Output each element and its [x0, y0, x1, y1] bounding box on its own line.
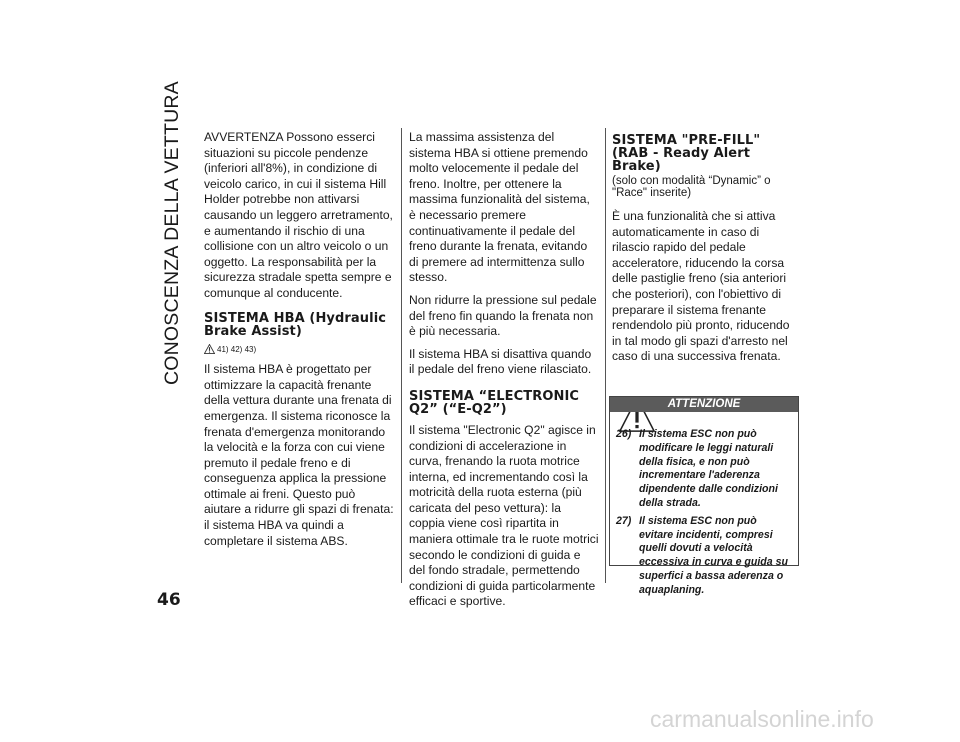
attention-item-number: 26): [616, 428, 632, 440]
attention-item: [616, 515, 792, 598]
column-divider: [605, 128, 606, 583]
attention-header: ATTENZIONE: [610, 397, 798, 412]
column-3: [612, 130, 800, 439]
prefill-subtitle: (solo con modalità “Dynamic” o "Race" inserite): [612, 175, 771, 199]
eq2-paragraph: Il sistema "Electronic Q2" agisce in condizioni di accelerazione in curva, frenando la ruota motrice interna, ed incrementando così la motricità della ruota esterna (più caricata del peso vettura): la coppia viene così ripartita in maniera ottimale tra le ruote motrici secondo le condizioni di guida e del fondo stradale, permettendo condizioni di guida particolarmente efficaci e sportive.: [409, 422, 599, 609]
attention-item-number: 27): [616, 514, 632, 527]
hba-paragraph-3: Non ridurre la pressione sul pedale del freno fin quando la frenata non è più necessaria.: [409, 292, 597, 339]
warning-paragraph: AVVERTENZA Possono esserci situazioni su piccole pendenze (inferiori all'8%), in condizione di veicolo carico, in cui il sistema Hill Holder potrebbe non attivarsi causando un leggero arretramento, e aumentando il rischio di una collisione con un altro veicolo o un oggetto. La responsabilità per la sicurezza stradale spetta sempre e comunque al conducente.: [204, 130, 393, 300]
warning-triangle-icon: [204, 344, 215, 354]
attention-body: [610, 412, 798, 598]
hba-paragraph-2: La massima assistenza del sistema HBA si ottiene premendo molto velocemente il pedale del freno. Inoltre, per ottenere la massima funzionalità del sistema, è necessario premere continuativamente il pedale del freno durante la frenata, evitando di premere ad intermittenza sullo stesso.: [409, 130, 590, 285]
attention-item-text: Il sistema ESC non può modificare le leggi naturali della fisica, e non può incrementare l'aderenza dipendente dalle condizioni della strada.: [639, 428, 778, 509]
attention-item-text: Il sistema ESC non può evitare incidenti, compresi quelli dovuti a velocità eccessiva in curva e guida su superfici a bassa aderenza o aquaplaning.: [639, 514, 788, 596]
hba-heading: SISTEMA HBA (Hydraulic Brake Assist): [204, 310, 387, 339]
attention-box: [609, 396, 799, 596]
hba-paragraph-4: Il sistema HBA si disattiva quando il pedale del freno viene rilasciato.: [409, 346, 592, 377]
eq2-heading: SISTEMA “ELECTRONIC Q2” (“E-Q2”): [409, 388, 580, 417]
prefill-heading: SISTEMA "PRE-FILL" (RAB - Ready Alert Brake): [612, 133, 761, 174]
column-1: [204, 130, 394, 556]
column-divider: [401, 128, 402, 583]
attention-item: [616, 428, 792, 511]
page-number: 46: [157, 590, 181, 610]
warning-references: [204, 342, 394, 358]
prefill-paragraph: È una funzionalità che si attiva automaticamente in caso di rilascio rapido del pedale acceleratore, riducendo la corsa delle pastiglie freno (sia anteriori che posteriori), con l'obiettivo di preparare il sistema frenante rendendolo più pronto, riducendo in tal modo gli spazi d'arresto nel caso di una successiva frenata.: [612, 209, 790, 364]
reference-numbers: 41) 42) 43): [217, 344, 257, 354]
section-title: CONOSCENZA DELLA VETTURA: [161, 81, 183, 385]
column-2: [409, 130, 599, 617]
hba-paragraph: Il sistema HBA è progettato per ottimizzare la capacità frenante della vettura durante una frenata di emergenza. Il sistema riconosce la frenata d'emergenza monitorando la velocità e la forza con cui viene premuto il pedale freno e di conseguenza applica la pressione ottimale ai freni. Questo può aiutare a ridurre gli spazi di frenata: il sistema HBA va quindi a completare il sistema ABS.: [204, 362, 394, 548]
watermark: carmanualsonline.info: [650, 706, 874, 732]
